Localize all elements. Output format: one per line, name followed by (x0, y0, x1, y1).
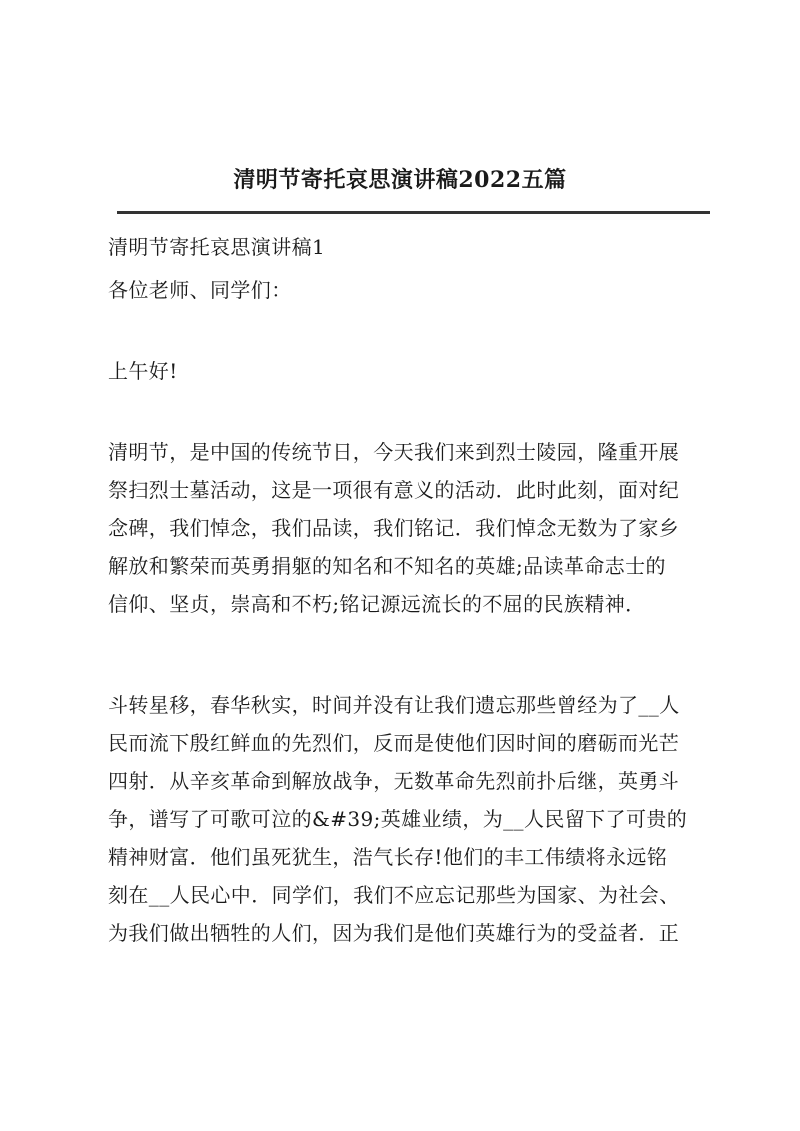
title-divider (117, 211, 710, 214)
text-line: 信仰、坚贞，崇高和不朽;铭记源远流长的不屈的民族精神． (108, 592, 646, 616)
text-line: 为我们做出牺牲的人们，因为我们是他们英雄行为的受益者．正 (108, 921, 680, 945)
text-line: 各位老师、同学们： (108, 278, 292, 302)
text-line: 祭扫烈士墓活动，这是一项很有意义的活动．此时此刻，面对纪 (108, 478, 680, 502)
section-heading (108, 228, 708, 266)
text-line: 解放和繁荣而英勇捐躯的知名和不知名的英雄;品读革命志士的 (108, 554, 666, 578)
text-line: 斗转星移，春华秋实，时间并没有让我们遗忘那些曾经为了__人 (108, 693, 680, 717)
greeting (108, 352, 708, 390)
text-line: 刻在__人民心中．同学们，我们不应忘记那些为国家、为社会、 (108, 883, 680, 907)
text-line: 上午好! (108, 359, 178, 383)
text-line: 四射．从辛亥革命到解放战争，无数革命先烈前扑后继，英勇斗 (108, 769, 680, 793)
salutation (108, 271, 708, 309)
text-line: 争，谱写了可歌可泣的&#39;英雄业绩，为__人民留下了可贵的 (108, 807, 688, 831)
text-line: 念碑，我们悼念，我们品读，我们铭记．我们悼念无数为了家乡 (108, 516, 680, 540)
paragraph-1 (108, 433, 708, 623)
text-line: 清明节寄托哀思演讲稿1 (108, 235, 326, 259)
text-line: 精神财富．他们虽死犹生，浩气长存!他们的丰工伟绩将永远铭 (108, 845, 668, 869)
text-line: 民而流下殷红鲜血的先烈们，反而是使他们因时间的磨砺而光芒 (108, 731, 680, 755)
paragraph-2 (108, 686, 708, 952)
text-line: 清明节，是中国的传统节日，今天我们来到烈士陵园，隆重开展 (108, 440, 680, 464)
document-title: 清明节寄托哀思演讲稿2022五篇 (233, 167, 567, 193)
